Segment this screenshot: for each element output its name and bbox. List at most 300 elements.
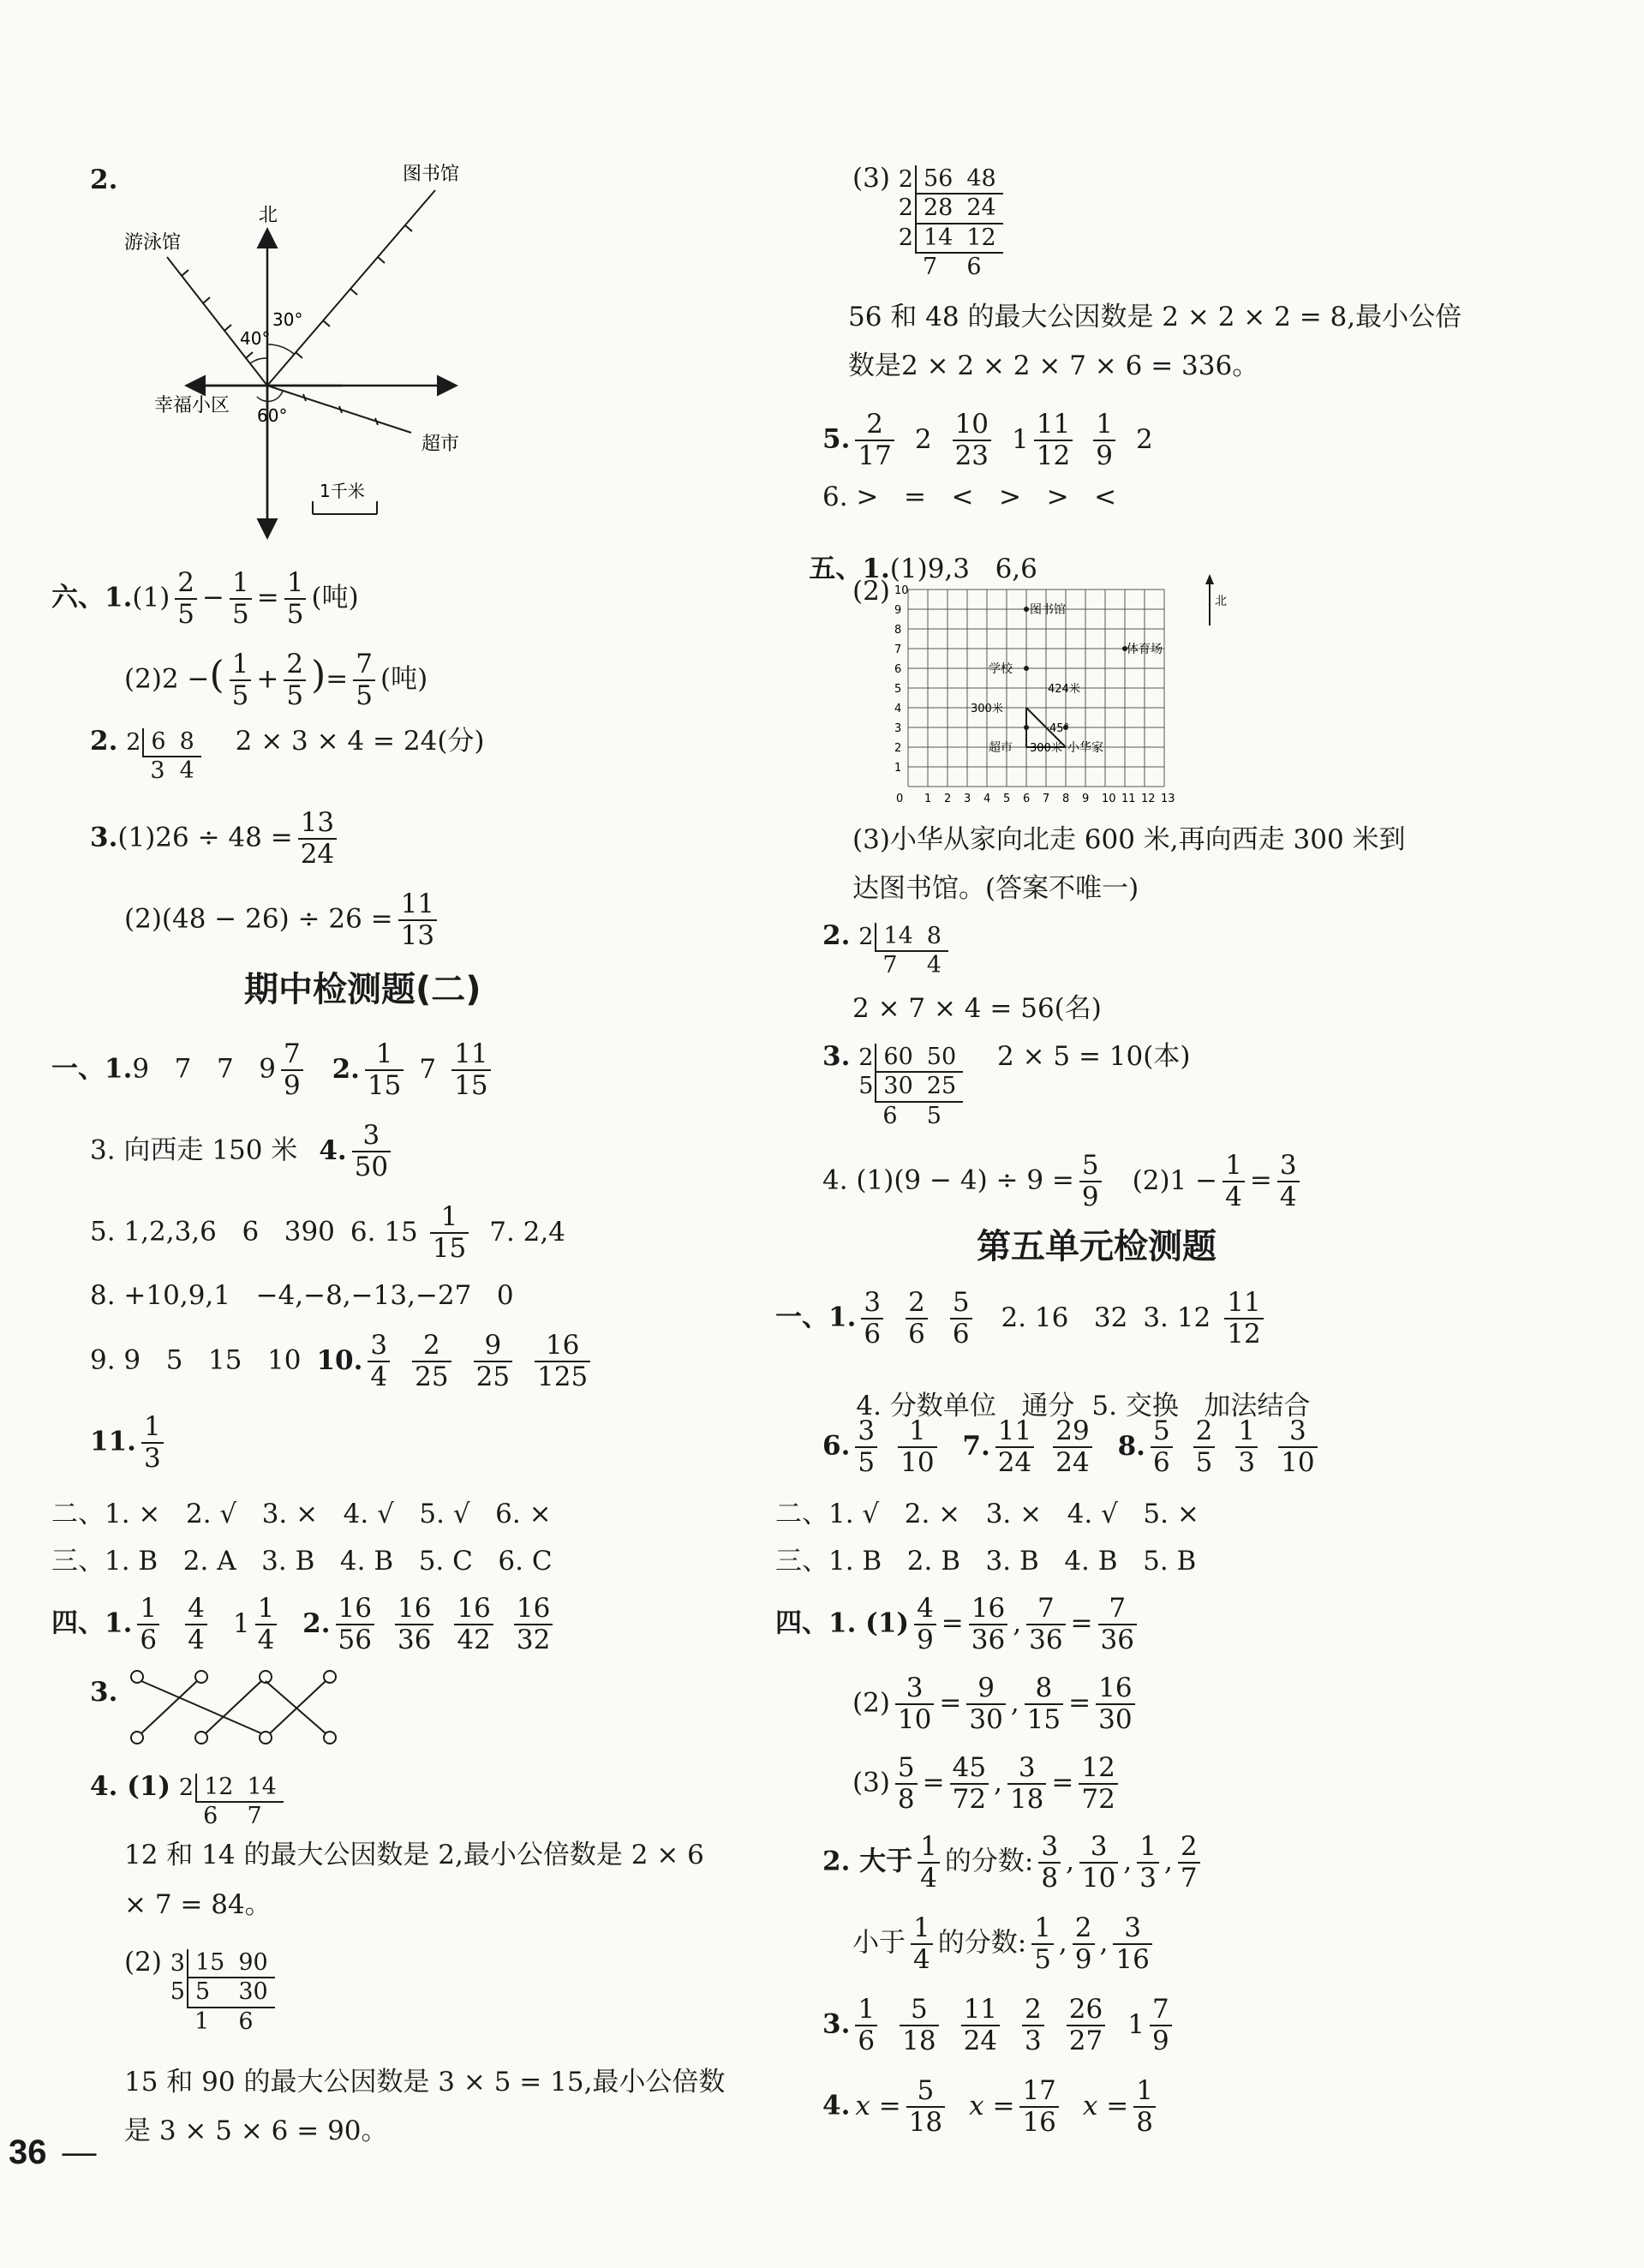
- denominator: 5: [284, 679, 306, 709]
- denominator: 36: [395, 1624, 433, 1654]
- numerator: 1: [1139, 1831, 1157, 1862]
- s6-q2: 2. 2 6 8 3 4 2 × 3 × 4 = 24(分): [90, 726, 485, 785]
- denominator: 5: [855, 1446, 877, 1476]
- numerator: 16: [545, 1330, 580, 1361]
- fraction: [1224, 1287, 1263, 1349]
- fraction: [1133, 2075, 1156, 2138]
- fraction: [1025, 1675, 1063, 1733]
- numerator: 1: [1034, 1912, 1051, 1943]
- fraction: [1073, 1912, 1095, 1975]
- fraction: [1150, 1996, 1172, 2055]
- fraction: [298, 807, 337, 870]
- denominator: 24: [961, 2025, 1000, 2055]
- r-q3-text2: 数是2 × 2 × 2 × 7 × 6 = 336。: [848, 350, 1259, 381]
- fraction: [895, 1675, 934, 1733]
- numerator: 1: [375, 1038, 393, 1069]
- denominator: 24: [1053, 1446, 1091, 1476]
- denominator: 36: [969, 1624, 1007, 1654]
- denominator: 4: [1223, 1181, 1245, 1211]
- u5-s4-line2: (2) $\frac{3}{10}$ = $\frac{9}{30}$ , $\frac{8}{15}$ = $\frac{16}{30}$: [852, 1675, 1140, 1733]
- y-tick-label: 7: [894, 643, 902, 656]
- grid-school: 学校: [989, 662, 1013, 676]
- grid-supermarket: 超市: [989, 741, 1013, 755]
- left-column: [51, 0, 822, 2268]
- numerator: 3: [858, 1415, 876, 1446]
- angle-60: 60°: [257, 405, 288, 426]
- numerator: 1: [257, 1593, 275, 1624]
- denominator: 72: [950, 1783, 989, 1813]
- numerator: 7: [1151, 1994, 1169, 2025]
- x-tick-label: 8: [1062, 793, 1070, 805]
- scale-label: 1千米: [320, 481, 365, 501]
- denominator: 27: [1067, 2025, 1105, 2055]
- denominator: 18: [900, 2025, 938, 2055]
- denominator: 10: [1079, 1862, 1118, 1892]
- r-s5-q2: 2. 2 14 8 7 4: [822, 923, 948, 980]
- y-tick-label: 5: [894, 683, 902, 696]
- numerator: 5: [1152, 1415, 1170, 1446]
- denominator: 8: [1038, 1862, 1061, 1892]
- mid-s1-line2: 3. 向西走 150 米 4. $\frac{3}{50}$: [90, 1122, 396, 1181]
- numerator: 11: [1036, 409, 1071, 440]
- mid-s4-q4-text3: 15 和 90 的最大公因数是 3 × 5 = 15,最小公倍数: [124, 2067, 726, 2097]
- denominator: 4: [185, 1624, 207, 1654]
- fraction: [395, 1595, 433, 1654]
- fraction: [900, 1996, 938, 2055]
- y-tick-label: 4: [894, 703, 902, 715]
- denominator: 18: [1007, 1783, 1046, 1813]
- denominator: 24: [298, 838, 337, 868]
- fraction: [1151, 1415, 1173, 1478]
- y-tick-label: 9: [894, 604, 902, 617]
- denominator: 13: [398, 919, 437, 949]
- numerator: 2: [1195, 1415, 1213, 1446]
- numerator: 5: [952, 1287, 970, 1318]
- x-tick-label: 1: [924, 793, 932, 805]
- denominator: 5: [1193, 1446, 1216, 1476]
- grid-stadium: 体育场: [1127, 643, 1163, 656]
- numerator: 1: [908, 1415, 926, 1446]
- denominator: 10: [895, 1703, 934, 1733]
- fraction: [1079, 1152, 1102, 1211]
- x-tick-label: 11: [1121, 793, 1136, 805]
- r-s5-q1-p2: (2): [852, 576, 890, 607]
- fraction: [1038, 1831, 1061, 1894]
- denominator: 15: [451, 1069, 490, 1099]
- denominator: 30: [1096, 1703, 1134, 1733]
- numerator: 1: [1096, 409, 1113, 440]
- fraction: [918, 1831, 940, 1894]
- grid-angle-45: 45°: [1049, 722, 1070, 735]
- numerator: 11: [963, 1994, 998, 2025]
- denominator: 5: [230, 598, 252, 628]
- r-s5-q1-p3a: (3)小华从家向北走 600 米,再向西走 300 米到: [852, 824, 1406, 855]
- numerator: 9: [484, 1330, 502, 1361]
- numerator: 4: [917, 1593, 934, 1624]
- fraction: [284, 567, 307, 630]
- short-division: 2 6 8 3 4: [126, 728, 201, 786]
- fraction: [185, 1595, 207, 1654]
- numerator: 5: [910, 1994, 928, 2025]
- fraction: [336, 1595, 374, 1654]
- grid-424m: 424米: [1048, 683, 1080, 696]
- fraction: [365, 1038, 404, 1101]
- numerator: 3: [1289, 1415, 1306, 1446]
- fraction: [911, 1912, 933, 1975]
- y-tick-label: 2: [894, 742, 902, 755]
- fraction: [1096, 1675, 1134, 1733]
- denominator: 7: [1178, 1862, 1200, 1892]
- fraction: [1019, 2075, 1058, 2138]
- numerator: 1: [143, 1411, 161, 1442]
- denominator: 32: [514, 1624, 553, 1654]
- r-s5-q3: 3. 2 60 50 5 30 25 6 5 2 × 5 = 10(本): [822, 1041, 1191, 1129]
- numerator: 16: [338, 1593, 372, 1624]
- numerator: 45: [952, 1752, 987, 1783]
- u5-s4-q4: 4. x = $\frac{5}{18}$ x = $\frac{17}{16}$ x = $\frac{1}{8}$: [822, 2078, 1161, 2136]
- short-division: 2 12 14 6 7: [179, 1774, 284, 1831]
- denominator: 25: [412, 1361, 451, 1391]
- denominator: 16: [1113, 1943, 1151, 1973]
- numerator: 7: [283, 1038, 301, 1069]
- numerator: 2: [423, 1330, 440, 1361]
- r-s5-q1: 五、1.(1)9,3 6,6: [809, 554, 1037, 584]
- fraction: [1067, 1996, 1105, 2055]
- fraction: [1053, 1415, 1091, 1478]
- denominator: 15: [430, 1232, 469, 1262]
- fraction: [1079, 1752, 1117, 1815]
- denominator: 24: [995, 1446, 1034, 1476]
- numerator: 7: [356, 649, 373, 679]
- page-number: 36 —: [9, 2133, 97, 2171]
- fraction: [906, 2075, 945, 2138]
- numerator: 1: [1136, 2075, 1153, 2106]
- denominator: 23: [953, 440, 991, 470]
- coordinate-grid-map: [874, 572, 1234, 812]
- fraction: [855, 1415, 877, 1478]
- compass-diagram: [120, 154, 497, 540]
- numerator: 2: [177, 567, 195, 598]
- numerator: 5: [1081, 1150, 1099, 1181]
- numerator: 3: [864, 1287, 882, 1318]
- mid-s1-line6: 11. $\frac{1}{3}$: [90, 1414, 169, 1472]
- denominator: 9: [1073, 1943, 1095, 1973]
- grid-300m-vertical: 300米: [971, 703, 1003, 715]
- numerator: 1: [231, 649, 249, 679]
- mid-s1-line1: 一、1.9 7 7 9 $\frac{7}{9}$ 2. $\frac{1}{15}$ 7 $\frac{11}{15}$: [51, 1041, 496, 1099]
- library-label: 图书馆: [403, 164, 460, 185]
- fraction: [514, 1595, 553, 1654]
- fraction: [1034, 411, 1073, 470]
- numerator: 1: [913, 1912, 930, 1943]
- denominator: 5: [284, 598, 307, 628]
- fraction: [855, 1996, 877, 2055]
- denominator: 5: [230, 679, 252, 709]
- numerator: 1: [232, 567, 249, 598]
- denominator: 10: [898, 1446, 936, 1476]
- mid-s4-q4-text4: 是 3 × 5 × 6 = 90。: [124, 2115, 388, 2146]
- numerator: 1: [920, 1831, 937, 1862]
- mid-s1-line5: 9. 9 5 15 10 10. $\frac{3}{4}$ $\frac{2}{25}$ $\frac{9}{25}$ $\frac{16}{125}$: [90, 1332, 595, 1391]
- denominator: 3: [1022, 2025, 1044, 2055]
- market-line: [267, 386, 411, 433]
- denominator: 9: [914, 1624, 936, 1654]
- denominator: 12: [1034, 440, 1073, 470]
- x-tick-label: 6: [1023, 793, 1031, 805]
- denominator: 6: [906, 1318, 928, 1348]
- denominator: 4: [368, 1361, 390, 1391]
- north-label: 北: [259, 205, 278, 226]
- denominator: 56: [336, 1624, 374, 1654]
- numerator: 5: [917, 2075, 935, 2106]
- numerator: 3: [1090, 1831, 1108, 1862]
- q2-label: 2.: [90, 165, 118, 195]
- angle-40: 40°: [240, 328, 271, 349]
- denominator: 9: [281, 1069, 303, 1099]
- fraction: [1278, 1415, 1317, 1478]
- numerator: 16: [457, 1593, 491, 1624]
- fraction: [1093, 411, 1115, 470]
- denominator: 50: [352, 1151, 391, 1181]
- numerator: 11: [1227, 1287, 1261, 1318]
- denominator: 25: [474, 1361, 512, 1391]
- fraction: [1007, 1752, 1046, 1815]
- short-division: 2 56 48 2 28 24 2 14 12 7 6: [899, 165, 1003, 282]
- numerator: 2: [908, 1287, 925, 1318]
- fraction: [352, 1122, 391, 1181]
- denominator: 8: [1133, 2106, 1156, 2136]
- u5-s4-q3: 3. $\frac{1}{6}$ $\frac{5}{18}$ $\frac{11}{24}$ $\frac{2}{3}$ $\frac{26}{27}$ 1 $\frac{7}{9}$: [822, 1996, 1177, 2055]
- fraction: [953, 411, 991, 470]
- mid-s4-line1: 四、1. $\frac{1}{6}$ $\frac{4}{4}$ 1 $\frac{1}{4}$ 2. $\frac{16}{56}$ $\frac{16}{36}$ $\frac{16}{42}$ $\frac{16}{32}$: [51, 1595, 558, 1654]
- fraction: [914, 1595, 936, 1654]
- numerator: 11: [400, 889, 435, 919]
- u5-s1-line2: 4. 分数单位 通分 5. 交换 加法结合: [856, 1391, 1311, 1421]
- fraction: [1026, 1595, 1065, 1654]
- denominator: 5: [1031, 1943, 1054, 1973]
- denominator: 6: [861, 1318, 883, 1348]
- fraction: [898, 1415, 936, 1478]
- denominator: 18: [906, 2106, 945, 2136]
- u5-s4-line1: 四、1. (1) $\frac{4}{9}$ = $\frac{16}{36}$ , $\frac{7}{36}$ = $\frac{7}{36}$: [775, 1595, 1142, 1654]
- midterm-title: 期中检测题(二): [244, 970, 481, 1009]
- denominator: 6: [1151, 1446, 1173, 1476]
- point-marker: [1024, 666, 1029, 671]
- mid-s1-line3: 5. 1,2,3,6 6 390 6. 15 $\frac{1}{15}$ 7. 2,4: [90, 1201, 565, 1264]
- grid-north-label: 北: [1215, 595, 1227, 608]
- u5-s2: 二、1. √ 2. × 3. × 4. √ 5. ×: [775, 1499, 1199, 1529]
- fraction: [1223, 1152, 1245, 1211]
- x-tick-label: 9: [1082, 793, 1090, 805]
- numerator: 3: [1041, 1831, 1059, 1862]
- fraction: [281, 1038, 303, 1101]
- angle-30: 30°: [272, 309, 303, 330]
- point-marker: [1024, 607, 1029, 612]
- short-division: 2 60 50 5 30 25 6 5: [858, 1044, 963, 1130]
- r-q6: 6. > = < > > <: [822, 482, 1117, 512]
- fraction: [284, 651, 306, 709]
- denominator: 15: [1025, 1703, 1063, 1733]
- numerator: 7: [1037, 1593, 1055, 1624]
- denominator: 6: [950, 1318, 972, 1348]
- fraction: [855, 411, 894, 470]
- pool-label: 游泳馆: [124, 232, 182, 254]
- y-tick-label: 1: [894, 762, 902, 775]
- x-tick-label: 10: [1102, 793, 1116, 805]
- r-s5-q4: 4. (1)(9 − 4) ÷ 9 = $\frac{5}{9}$ (2)1 − $\frac{1}{4}$ = $\frac{3}{4}$: [822, 1152, 1305, 1211]
- denominator: 9: [1150, 2025, 1172, 2055]
- r-q3-text1: 56 和 48 的最大公因数是 2 × 2 × 2 = 8,最小公倍: [848, 302, 1462, 332]
- fraction: [398, 891, 437, 949]
- denominator: 16: [1019, 2106, 1058, 2136]
- s6-q1-line1: 六、1.(1) $\frac{2}{5}$ − $\frac{1}{5}$ = $\frac{1}{5}$ (吨): [51, 567, 359, 630]
- grid-north-arrowhead: [1205, 574, 1214, 584]
- fraction: [906, 1287, 928, 1349]
- grid-home: 小华家: [1067, 741, 1103, 755]
- numerator: 2: [866, 409, 883, 440]
- denominator: 30: [966, 1703, 1005, 1733]
- x-tick-label: 13: [1161, 793, 1175, 805]
- numerator: 1: [140, 1593, 158, 1624]
- fraction: [175, 567, 197, 630]
- denominator: 4: [255, 1624, 278, 1654]
- numerator: 1: [1225, 1150, 1242, 1181]
- s6-q3-p2: (2)(48 − 26) ÷ 26 = $\frac{11}{13}$: [124, 891, 442, 949]
- numerator: 3: [906, 1673, 924, 1703]
- right-column: [775, 0, 1546, 2268]
- fraction: [895, 1752, 918, 1815]
- fraction: [1235, 1415, 1258, 1478]
- numerator: 1: [1238, 1415, 1256, 1446]
- fraction: [230, 567, 252, 630]
- numerator: 10: [954, 409, 989, 440]
- fraction: [1193, 1415, 1216, 1478]
- home-label: 幸福小区: [154, 395, 230, 416]
- denominator: 9: [1093, 440, 1115, 470]
- x-tick-label: 2: [944, 793, 952, 805]
- market-label: 超市: [421, 434, 460, 455]
- r-s5-q2-text: 2 × 7 × 4 = 56(名): [852, 993, 1102, 1024]
- numerator: 5: [897, 1752, 915, 1783]
- x-tick-label: 4: [983, 793, 991, 805]
- numerator: 17: [1022, 2075, 1056, 2106]
- denominator: 6: [855, 2025, 877, 2055]
- fraction: [137, 1595, 159, 1654]
- numerator: 2: [286, 649, 304, 679]
- grid-library: 图书馆: [1030, 603, 1066, 617]
- numerator: 3: [1018, 1752, 1036, 1783]
- fraction: [1113, 1912, 1151, 1975]
- denominator: 5: [353, 679, 375, 709]
- denominator: 12: [1224, 1318, 1263, 1348]
- u5-s1-line3: 6. $\frac{3}{5}$ $\frac{1}{10}$ 7. $\frac{11}{24}$ $\frac{29}{24}$ 8. $\frac{5}{6}$ $\frac{2}{5}$ $\frac{1}{3}$ $\frac{3}{10}$: [822, 1418, 1323, 1476]
- denominator: 4: [911, 1943, 933, 1973]
- fraction: [353, 651, 375, 709]
- origin-label: 0: [896, 793, 904, 805]
- x-tick-label: 3: [964, 793, 971, 805]
- numerator: 8: [1035, 1673, 1053, 1703]
- denominator: 10: [1278, 1446, 1317, 1476]
- numerator: 11: [997, 1415, 1032, 1446]
- numerator: 26: [1068, 1994, 1103, 2025]
- fraction: [1031, 1912, 1054, 1975]
- point-marker: [1024, 725, 1029, 730]
- u5-s3: 三、1. B 2. B 3. B 4. B 5. B: [775, 1546, 1197, 1577]
- x-tick-label: 5: [1003, 793, 1011, 805]
- fraction: [1137, 1831, 1159, 1894]
- numerator: 7: [1109, 1593, 1127, 1624]
- x-tick-label: 7: [1043, 793, 1050, 805]
- denominator: 125: [535, 1361, 590, 1391]
- numerator: 3: [1124, 1912, 1141, 1943]
- denominator: 6: [137, 1624, 159, 1654]
- denominator: 15: [365, 1069, 404, 1099]
- fraction: [474, 1332, 512, 1391]
- library-line: [267, 190, 435, 386]
- r-q3: (3) 2 56 48 2 28 24 2 14 12 7 6: [852, 165, 1003, 282]
- numerator: 9: [977, 1673, 995, 1703]
- matching-lines-diagram: [124, 1667, 347, 1748]
- numerator: 16: [398, 1593, 432, 1624]
- fraction: [430, 1201, 469, 1264]
- numerator: 16: [971, 1593, 1006, 1624]
- numerator: 3: [370, 1330, 388, 1361]
- numerator: 11: [454, 1038, 488, 1069]
- x-tick-label: 12: [1141, 793, 1156, 805]
- numerator: 12: [1081, 1752, 1115, 1783]
- fraction: [1098, 1595, 1137, 1654]
- denominator: 5: [175, 598, 197, 628]
- fraction: [1277, 1152, 1300, 1211]
- denominator: 36: [1026, 1624, 1065, 1654]
- y-tick-label: 10: [894, 584, 909, 597]
- fraction: [1178, 1831, 1200, 1894]
- y-tick-label: 3: [894, 722, 902, 735]
- u5-s4-q2-line1: 2. 大于 $\frac{1}{4}$ 的分数: $\frac{3}{8}$ , $\frac{3}{10}$ , $\frac{1}{3}$ , $\frac{2}{7}$: [822, 1834, 1205, 1892]
- numerator: 16: [1098, 1673, 1133, 1703]
- denominator: 4: [918, 1862, 940, 1892]
- numerator: 1: [286, 567, 304, 598]
- short-division: 2 14 8 7 4: [858, 923, 948, 980]
- denominator: 8: [895, 1783, 918, 1813]
- fraction: [969, 1595, 1007, 1654]
- short-division: 3 15 90 5 5 30 1 6: [170, 1949, 275, 2036]
- fraction: [368, 1332, 390, 1391]
- grid-300m-horizontal: 300米: [1030, 742, 1062, 755]
- r-q5: 5. $\frac{2}{17}$ 2 $\frac{10}{23}$ 1 $\frac{11}{12}$ $\frac{1}{9}$ 2: [822, 409, 1153, 471]
- denominator: 3: [141, 1442, 164, 1472]
- mid-s3: 三、1. B 2. A 3. B 4. B 5. C 6. C: [51, 1546, 553, 1577]
- numerator: 2: [1180, 1831, 1198, 1862]
- numerator: 29: [1055, 1415, 1090, 1446]
- fraction: [451, 1038, 490, 1101]
- denominator: 4: [1277, 1181, 1300, 1211]
- denominator: 36: [1098, 1624, 1137, 1654]
- numerator: 3: [1279, 1150, 1297, 1181]
- s6-q3-p1: 3.(1)26 ÷ 48 = $\frac{13}{24}$: [90, 810, 342, 868]
- mid-s4-q4-text2: × 7 = 84。: [124, 1889, 272, 1920]
- denominator: 3: [1235, 1446, 1258, 1476]
- fraction: [230, 651, 252, 709]
- fraction: [255, 1595, 278, 1654]
- mid-s4-q4-p2: (2) 3 15 90 5 5 30 1 6: [124, 1949, 275, 2036]
- fraction: [861, 1287, 883, 1349]
- fraction: [1022, 1996, 1044, 2055]
- fraction: [950, 1287, 972, 1349]
- u5-s1-line1: 一、1. $\frac{3}{6}$ $\frac{2}{6}$ $\frac{5}{6}$ 2. 16 32 3. 12 $\frac{11}{12}$: [775, 1290, 1269, 1348]
- r-s5-q1-p3b: 达图书馆。(答案不唯一): [852, 873, 1139, 904]
- numerator: 2: [1074, 1912, 1092, 1943]
